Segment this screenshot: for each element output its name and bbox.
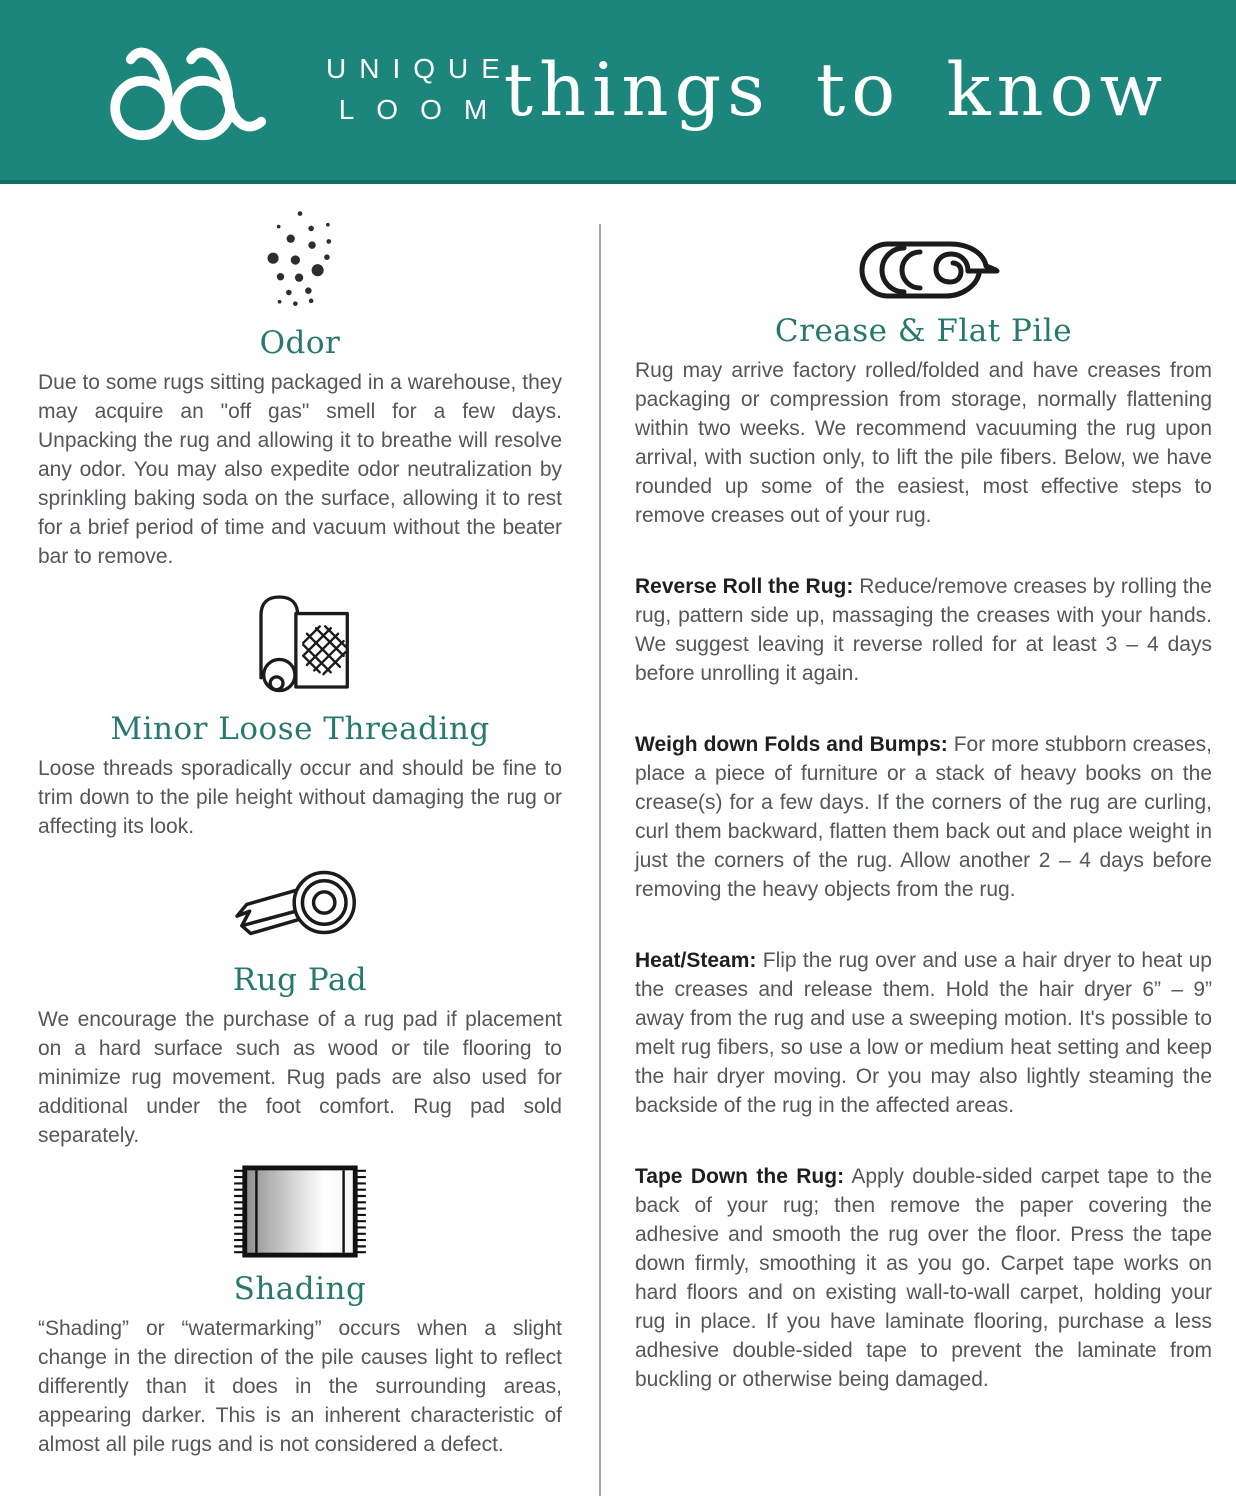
brand-name <box>326 49 513 130</box>
tip-label: Heat/Steam: <box>635 949 757 973</box>
shaded-rug-icon <box>233 1165 367 1258</box>
content-area <box>0 184 1236 1496</box>
tip-label: Tape Down the Rug: <box>635 1165 845 1189</box>
tip-label: Weigh down Folds and Bumps: <box>635 733 948 757</box>
tip-weigh-down <box>635 730 1212 904</box>
left-column <box>0 184 600 1496</box>
brand <box>92 34 513 146</box>
tip-text: Flip the rug over and use a hair dryer to heat up the creases and release them. Hold the hair dryer 6” – 9” away from the rug and use a sweeping motion. It's possible to melt rug fibers, so use a low or medium heat setting and keep the hair dryer moving. Or you may also lightly steaming the backside of the rug in the affected areas. <box>635 949 1212 1118</box>
right-column <box>600 184 1236 1496</box>
odor-sprinkle-icon <box>252 208 348 312</box>
section-shading <box>38 1165 562 1459</box>
rolled-rug-side-icon <box>848 236 1000 300</box>
rug-pad-roll-icon <box>233 856 367 949</box>
section-rug-pad <box>38 856 562 1150</box>
tip-text: For more stubborn creases, place a piece of furniture or a stack of heavy books on the crease(s) for a few days. If the corners of the rug are curling, curl them backward, flatten them back out and place weight in just the corners of the rug. Allow another 2 – 4 days before removing the heavy objects from the rug. <box>635 733 1213 902</box>
section-body-threading: Loose threads sporadically occur and should be fine to trim down to the pile height without damaging the rug or affecting its look. <box>38 757 562 839</box>
tip-heat-steam <box>635 946 1212 1120</box>
tip-tape-down <box>635 1162 1212 1394</box>
tip-label: Reverse Roll the Rug: <box>635 575 854 599</box>
crease-intro: Rug may arrive factory rolled/folded and have creases from packaging or compression from storage, normally flattening within two weeks. We recommend vacuuming the rug upon arrival, with suction only, to lift the pile fibers. Below, we have rounded up some of the easiest, most effective steps to remove creases out of your rug. <box>635 359 1212 528</box>
brand-name-line2: LOOM <box>338 94 510 125</box>
section-body-shading: “Shading” or “watermarking” occurs when a slight change in the direction of the pile causes light to reflect differently than it does in the surrounding areas, appearing darker. This is an inherent characteristic of almost all pile rugs and is not considered a defect. <box>38 1317 562 1457</box>
section-title-odor: Odor <box>259 325 341 361</box>
section-minor-loose-threading <box>38 586 562 841</box>
section-title-rug-pad: Rug Pad <box>232 962 368 999</box>
tip-reverse-roll <box>635 572 1212 688</box>
rolled-rug-thread-icon <box>241 586 359 698</box>
tip-text: Apply double-sided carpet tape to the back of your rug; then remove the paper covering the adhesive and smooth the rug over the floor. Press the tape down firmly, smoothing it as you go. Carpet tape works on hard floors and on existing wall-to-wall carpet, holding your rug in place. If you have laminate flooring, purchase a less adhesive double-sided tape to prevent the laminate from buckling or otherwise being damaged. <box>635 1165 1212 1392</box>
page-title: things to know <box>503 47 1169 133</box>
tip-text: Reduce/remove creases by rolling the rug, pattern side up, massaging the creases with your hands. We suggest leaving it reverse rolled for at least 3 – 4 days before unrolling it again. <box>635 575 1212 686</box>
unique-loom-logo-icon <box>92 34 300 146</box>
section-odor <box>38 208 562 571</box>
header-banner <box>0 0 1236 184</box>
section-title-shading: Shading <box>233 1271 367 1308</box>
section-title-crease: Crease & Flat Pile <box>774 313 1073 349</box>
brand-name-line1: UNIQUE <box>326 53 513 85</box>
section-title-threading: Minor Loose Threading <box>110 711 490 748</box>
section-body-odor: Due to some rugs sitting packaged in a warehouse, they may acquire an "off gas" smell for a few days. Unpacking the rug and allowing it to breathe will resolve any odor. You may also expedite odor neutralization by sprinkling baking soda on the surface, allowing it to rest for a brief period of time and vacuum without the beater bar to remove. <box>38 371 562 569</box>
section-body-rug-pad: We encourage the purchase of a rug pad if placement on a hard surface such as wood or tile flooring to minimize rug movement. Rug pads are also used for additional under the foot comfort. Rug pad sold separately. <box>38 1008 562 1148</box>
